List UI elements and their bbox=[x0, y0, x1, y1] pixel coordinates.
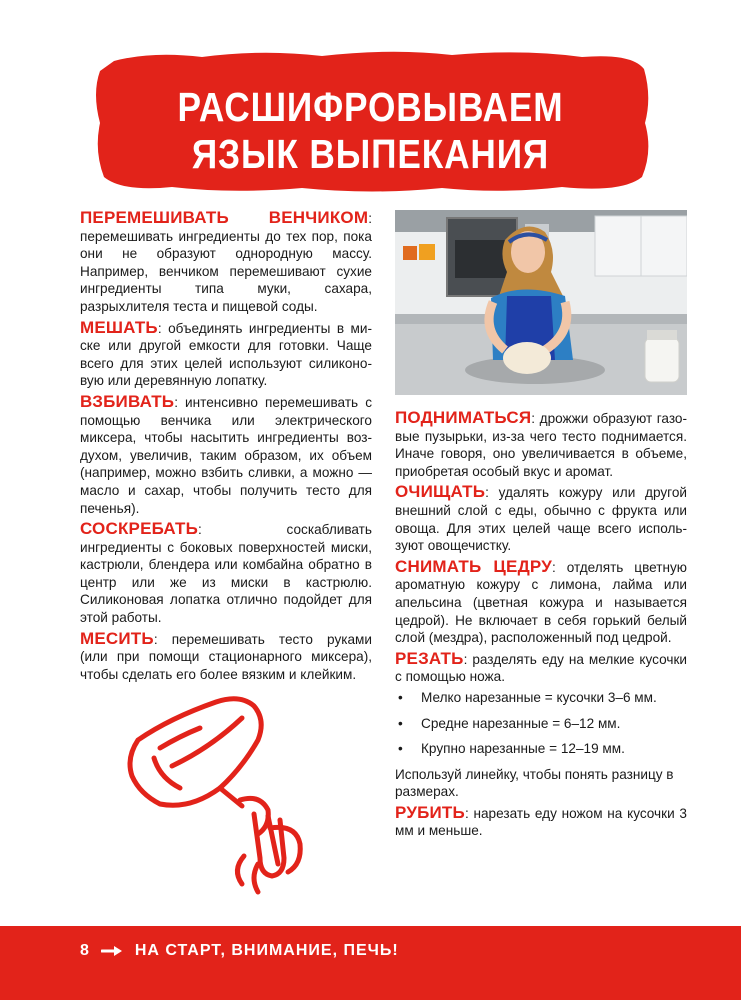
glossary-entry bbox=[80, 319, 372, 390]
entry-term: СОСКРЕБАТЬ bbox=[80, 519, 199, 539]
entry-definition: : разделять еду на мелкие кусочки с помощью ножа. bbox=[395, 651, 687, 685]
glossary-entry bbox=[395, 409, 687, 480]
entry-definition: : перемешивать ингредиенты до тех пор, пока они не образуют однородную массу. Например, венчиком перемешивают сухие ингредиенты типа муки, сахара, разрыхлителя теста и пищевой соды. bbox=[80, 211, 372, 314]
entry-term: МЕСИТЬ bbox=[80, 628, 154, 648]
right-column bbox=[395, 409, 687, 843]
chapter-title: НА СТАРТ, ВНИМАНИЕ, ПЕЧЬ! bbox=[134, 942, 399, 959]
glossary-entry bbox=[395, 804, 687, 840]
list-item: • Мелко нарезанные = кусочки 3–6 мм. bbox=[395, 689, 687, 707]
entry-term: ВЗБИВАТЬ bbox=[80, 391, 175, 411]
entry-definition: : нарезать еду ножом на кусочки 3 мм и меньше. bbox=[395, 805, 687, 839]
glossary-entry bbox=[395, 483, 687, 554]
entry-definition: : удалять кожуру или другой внешний слой с еды, обычно с фрукта или овоща. Для этих целей чаще всего используют овощечистку. bbox=[395, 485, 687, 554]
footer bbox=[80, 942, 399, 960]
kitchen-photo bbox=[395, 210, 687, 395]
entry-definition: : перемешивать тесто руками (или при помощи стационарного миксера), чтобы сделать его более вязким и клейким. bbox=[80, 631, 372, 682]
glossary-entry bbox=[80, 630, 372, 684]
entry-term: ПОДНИМАТЬСЯ bbox=[395, 408, 532, 427]
footer-bar bbox=[0, 926, 741, 1000]
entry-term: ОЧИЩАТЬ bbox=[395, 482, 486, 502]
entry-definition: : отделять цветную ароматную кожуру с лимона, лайма или апельсина (цветная кожура и называется цедрой). Не включает в себя горький белый слой (мездра), расположенный под цедрой. bbox=[395, 559, 687, 646]
page-title-line-1: РАСШИФРОВЫВАЕМ bbox=[177, 84, 564, 130]
entry-definition: : интенсивно перемешивать с помощью венчика или электрического миксера, чтобы насытить ингредиенты воздухом, увеличив, таким образом, их объем (например, можно взбить сливки, а можно — масло и сахар, чтобы получить тесто для печенья). bbox=[80, 394, 372, 516]
list-item: • Средне нарезанные = 6–12 мм. bbox=[395, 715, 687, 733]
entry-term: МЕШАТЬ bbox=[80, 317, 158, 337]
entry-term: РУБИТЬ bbox=[395, 802, 465, 822]
page-title-line-2: ЯЗЫК ВЫПЕКАНИЯ bbox=[191, 131, 550, 177]
entry-term: РЕЗАТЬ bbox=[395, 648, 464, 668]
left-column bbox=[80, 209, 372, 686]
hand-mixer-icon bbox=[120, 688, 320, 898]
entry-term: ПЕРЕМЕШИВАТЬ ВЕНЧИКОМ bbox=[80, 208, 369, 227]
arrow-right-icon bbox=[101, 945, 123, 957]
entry-definition: : объединять ингредиенты в миске или другой емкости для готовки. Чаще всего для этих целей используют силиконовую или деревянную лопатку. bbox=[80, 320, 372, 389]
glossary-entry bbox=[395, 558, 687, 647]
glossary-entry bbox=[80, 209, 372, 316]
ruler-note: Используй линейку, чтобы понять разницу в размерах. bbox=[395, 766, 674, 800]
glossary-entry bbox=[80, 393, 372, 517]
entry-definition: : соскабливать ингредиенты с боковых поверхностей миски, кастрюли, блендера или комбайна обратно в центр или же из миски в кастрюлю. Силиконовая лопатка отлично подойдет для этой работы. bbox=[80, 522, 372, 626]
entry-definition: : дрожжи образуют газовые пузырьки, из-за чего тесто поднимается. Иначе говоря, оно увеличивается в объеме, приобретая особый вкус и аромат. bbox=[395, 411, 687, 479]
page-number: 8 bbox=[80, 942, 90, 959]
glossary-entry bbox=[395, 650, 687, 686]
glossary-entry bbox=[80, 520, 372, 627]
entry-term: СНИМАТЬ ЦЕДРУ bbox=[395, 556, 552, 576]
list-item: • Крупно нарезанные = 12–19 мм. bbox=[395, 740, 687, 758]
cut-size-list bbox=[395, 689, 687, 758]
